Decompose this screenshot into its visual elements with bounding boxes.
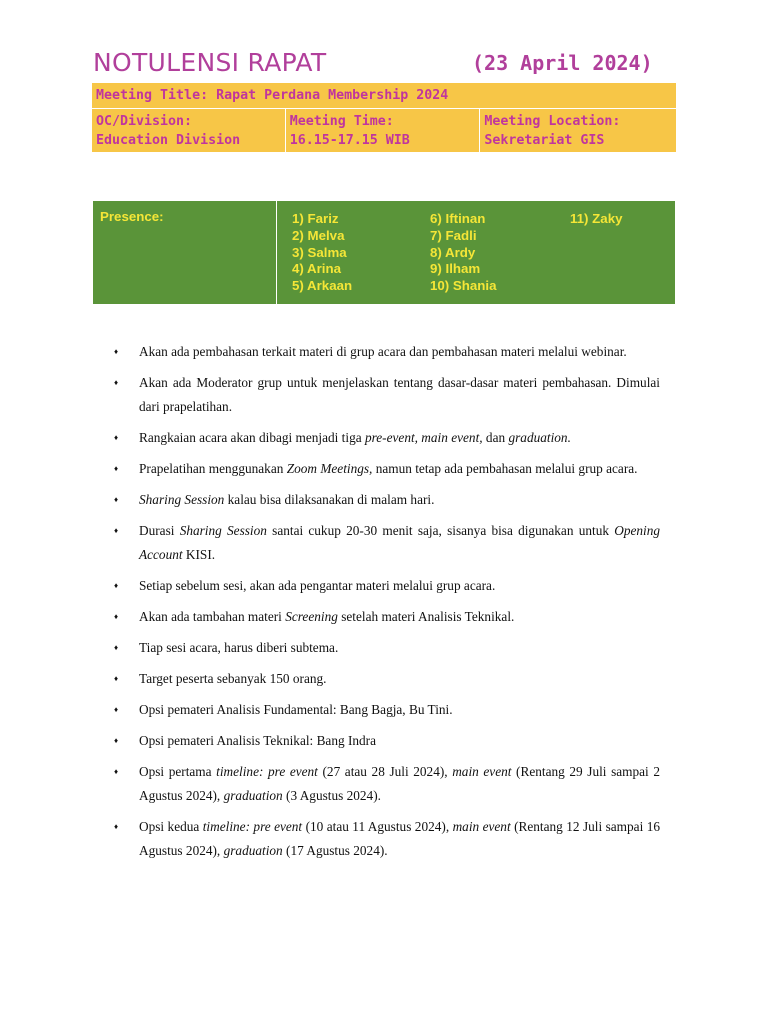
note-text: santai cukup 20-30 menit saja, sisanya bisa digunakan untuk [266,523,615,538]
bullet-icon: ♦ [114,433,119,442]
meeting-info-table [91,82,677,153]
note-item [112,698,660,722]
bullet-icon: ♦ [114,736,119,745]
meeting-date: (23 April 2024) [472,51,653,75]
location-cell [480,109,677,153]
note-item [112,574,660,598]
note-item [112,760,660,808]
bullet-icon: ♦ [114,378,119,387]
attendee-name: 11) Zaky [570,211,623,226]
attendee-column-3 [570,211,623,228]
bullet-icon: ♦ [114,674,119,683]
note-text: dan [482,430,509,445]
note-text: Target peserta sebanyak 150 orang. [139,671,327,686]
attendee-column-1 [292,211,352,295]
attendee-name: 7) Fadli [430,227,477,243]
note-italic-text: graduation [223,843,283,858]
location-label: Meeting Location: [484,114,621,129]
attendee-name: 9) Ilham [430,261,481,277]
attendee-name: 5) Arkaan [292,278,353,294]
note-item [112,605,660,629]
attendee-column-2 [430,211,497,295]
document-title: NOTULENSI RAPAT [93,48,327,77]
bullet-icon: ♦ [114,581,119,590]
note-italic-text: Sharing Session [179,523,267,538]
bullet-icon: ♦ [114,526,119,535]
attendee-name: 10) Shania [430,278,497,294]
attendee-name: 6) Iftinan [430,211,486,226]
meeting-title: Meeting Title: Rapat Perdana Membership 2024 [96,88,449,103]
note-text: Opsi kedua [139,819,203,834]
division-value: Education Division [96,133,241,148]
note-item [112,519,660,567]
note-text: Durasi [139,523,180,538]
note-italic-text: main event [452,764,512,779]
attendee-name: 8) Ardy [430,244,476,260]
note-italic-text: Zoom Meetings, [286,461,373,476]
time-cell [285,109,480,153]
note-item [112,667,660,691]
note-text: Setiap sebelum sesi, akan ada pengantar materi melalui grup acara. [139,578,496,593]
note-italic-text: Opening Account [139,523,661,562]
bullet-icon: ♦ [114,705,119,714]
location-value: Sekretariat GIS [484,133,605,148]
note-italic-text: graduation. [508,430,571,445]
bullet-icon: ♦ [114,822,119,831]
note-text: (3 Agustus 2024). [282,788,381,803]
note-text: kalau bisa dilaksanakan di malam hari. [224,492,435,507]
time-value: 16.15-17.15 WIB [289,133,410,148]
presence-table [93,201,675,304]
attendee-name: 4) Arina [292,261,342,277]
division-cell [92,109,286,153]
bullet-icon: ♦ [114,464,119,473]
bullet-icon: ♦ [114,643,119,652]
note-text: KISI. [182,547,216,562]
note-text: Opsi pemateri Analisis Fundamental: Bang Bagja, Bu Tini. [139,702,453,717]
meeting-title-row [92,83,677,109]
note-italic-text: graduation [223,788,283,803]
document-header [93,48,653,82]
presence-label: Presence: [100,209,164,224]
note-italic-text: timeline: pre event [216,764,318,779]
note-italic-text: main event [452,819,511,834]
note-italic-text: timeline: pre event [202,819,303,834]
note-text: Opsi pertama [139,764,217,779]
note-text: (10 atau 11 Agustus 2024), [302,819,453,834]
note-text: (Rentang 29 Juli sampai 2 Agustus 2024), [139,764,661,803]
note-text: (17 Agustus 2024). [282,843,388,858]
meeting-details-row [92,109,677,153]
note-text: Prapelatihan menggunakan [139,461,287,476]
note-text: namun tetap ada pembahasan melalui grup acara. [372,461,638,476]
meeting-notes-list [112,340,660,863]
note-item [112,457,660,481]
note-text: Opsi pemateri Analisis Teknikal: Bang Indra [139,733,377,748]
note-item [112,729,660,753]
note-italic-text: pre-event, main event, [364,430,483,445]
note-text: (27 atau 28 Juli 2024), [317,764,453,779]
note-text: (Rentang 12 Juli sampai 16 Agustus 2024), [139,819,660,858]
note-item [112,426,660,450]
note-italic-text: Screening [285,609,338,624]
note-text: Rangkaian acara akan dibagi menjadi tiga [139,430,365,445]
division-label: OC/Division: [96,114,193,129]
note-text: Tiap sesi acara, harus diberi subtema. [139,640,339,655]
note-item [112,815,660,863]
note-text: Akan ada pembahasan terkait materi di grup acara dan pembahasan materi melalui webinar. [139,344,627,359]
presence-divider [276,201,277,304]
attendee-name: 2) Melva [292,227,345,243]
note-item [112,488,660,512]
note-text: Akan ada Moderator grup untuk menjelaskan tentang dasar-dasar materi pembahasan. Dimulai dari prapelatihan. [139,375,660,414]
bullet-icon: ♦ [114,495,119,504]
bullet-icon: ♦ [114,612,119,621]
note-item [112,340,660,364]
attendee-name: 3) Salma [292,244,347,260]
time-label: Meeting Time: [289,114,394,129]
bullet-icon: ♦ [114,767,119,776]
note-item [112,636,660,660]
note-item [112,371,660,419]
note-italic-text: Sharing Session [139,492,225,507]
bullet-icon: ♦ [114,347,119,356]
note-text: setelah materi Analisis Teknikal. [337,609,515,624]
attendee-name: 1) Fariz [292,211,339,226]
note-text: Akan ada tambahan materi [139,609,286,624]
meeting-title-cell [92,83,677,109]
